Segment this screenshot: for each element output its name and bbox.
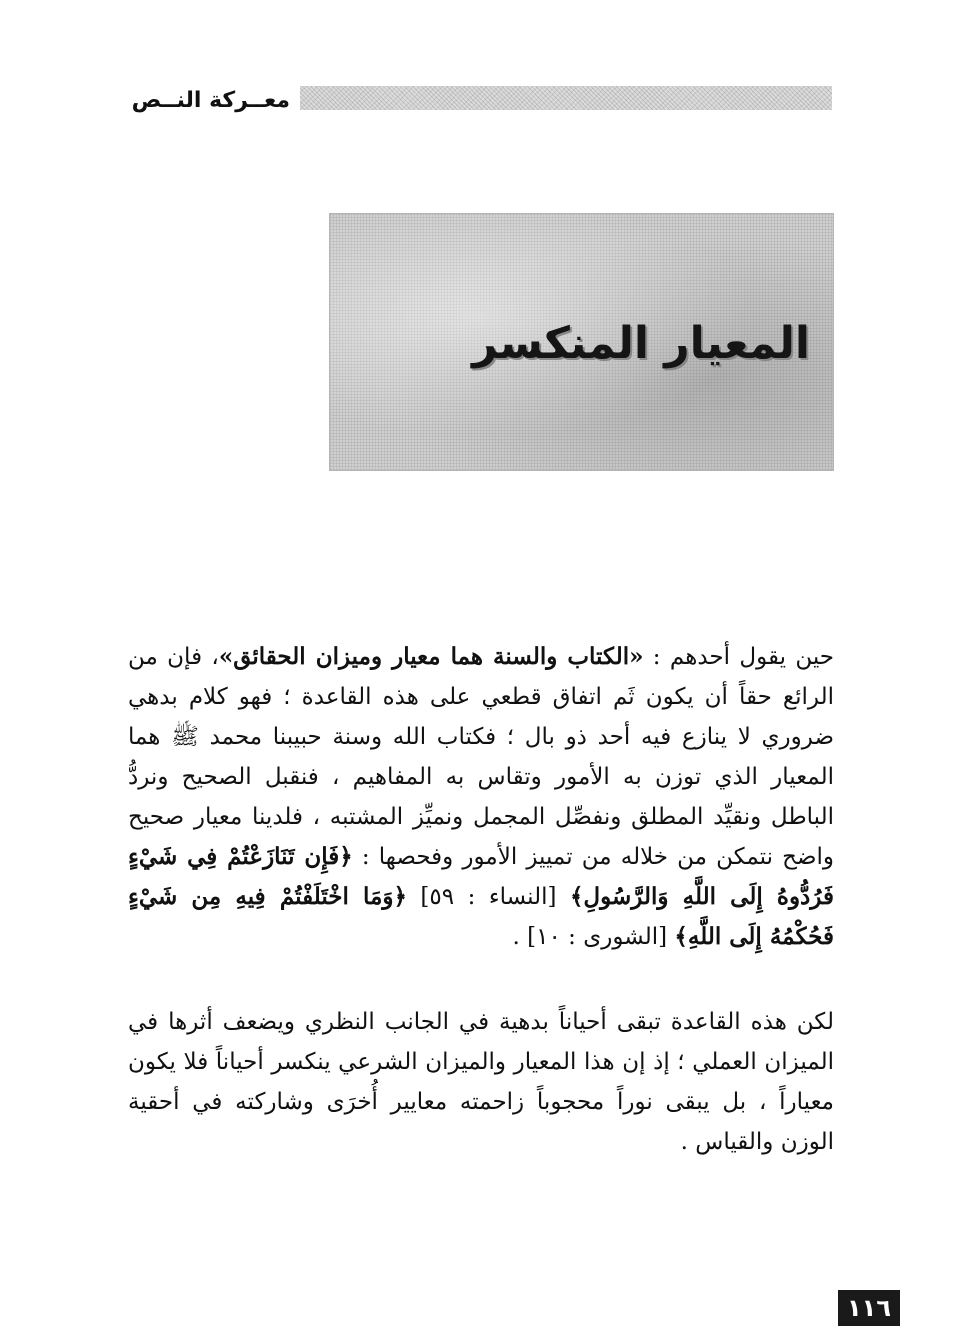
verse-2-reference: [الشورى : ١٠] .: [512, 924, 675, 950]
chapter-title: المعيار المنكسر: [472, 318, 810, 369]
page-number: ١١٦: [838, 1290, 900, 1326]
verse-1-reference: [النساء : ٥٩]: [406, 884, 570, 910]
quran-verse-2: ﴿وَمَا اخْتَلَفْتُمْ فِيهِ مِن شَيْءٍ فَحُكْمُهُ إِلَى اللَّهِ﴾: [128, 883, 834, 950]
paragraph-1-body: ، فإن من الرائع حقاً أن يكون ثَم اتفاق قطعي على هذه القاعدة ؛ فهو كلام بدهي ضروري لا ينازع فيه أحد ذو بال ؛ فكتاب الله وسنة حبيبنا محمد ﷺ هما المعيار الذي توزن به الأمور وتقاس به المفاهيم ، فنقبل الصحيح ونردُّ الباطل ونقيِّد المطلق ونفصِّل المجمل ونميِّز المشتبه ، فلدينا معيار صحيح واضح نتمكن من خلاله من تمييز الأمور وفحصها :: [128, 644, 834, 870]
paragraph-2: لكن هذه القاعدة تبقى أحياناً بدهية في الجانب النظري ويضعف أثرها في الميزان العملي ؛ إذ إن هذا المعيار والميزان الشرعي ينكسر أحياناً فلا يكون معياراً ، بل يبقى نوراً محجوباً زاحمته معايير أُخرَى وشاركته في أحقية الوزن والقياس .: [128, 1009, 834, 1155]
paragraph-1-lead: حين يقول أحدهم :: [643, 644, 834, 670]
header-decorative-band: [300, 86, 832, 110]
paragraph-1-quote: «الكتاب والسنة هما معيار وميزان الحقائق»: [218, 643, 644, 670]
quran-verse-1: ﴿فَإِن تَنَازَعْتُمْ فِي شَيْءٍ فَرُدُّوهُ إِلَى اللَّهِ وَالرَّسُولِ﴾: [128, 843, 834, 910]
paragraph-1: [128, 637, 834, 957]
running-header-title: معــركة النــص: [131, 88, 290, 113]
